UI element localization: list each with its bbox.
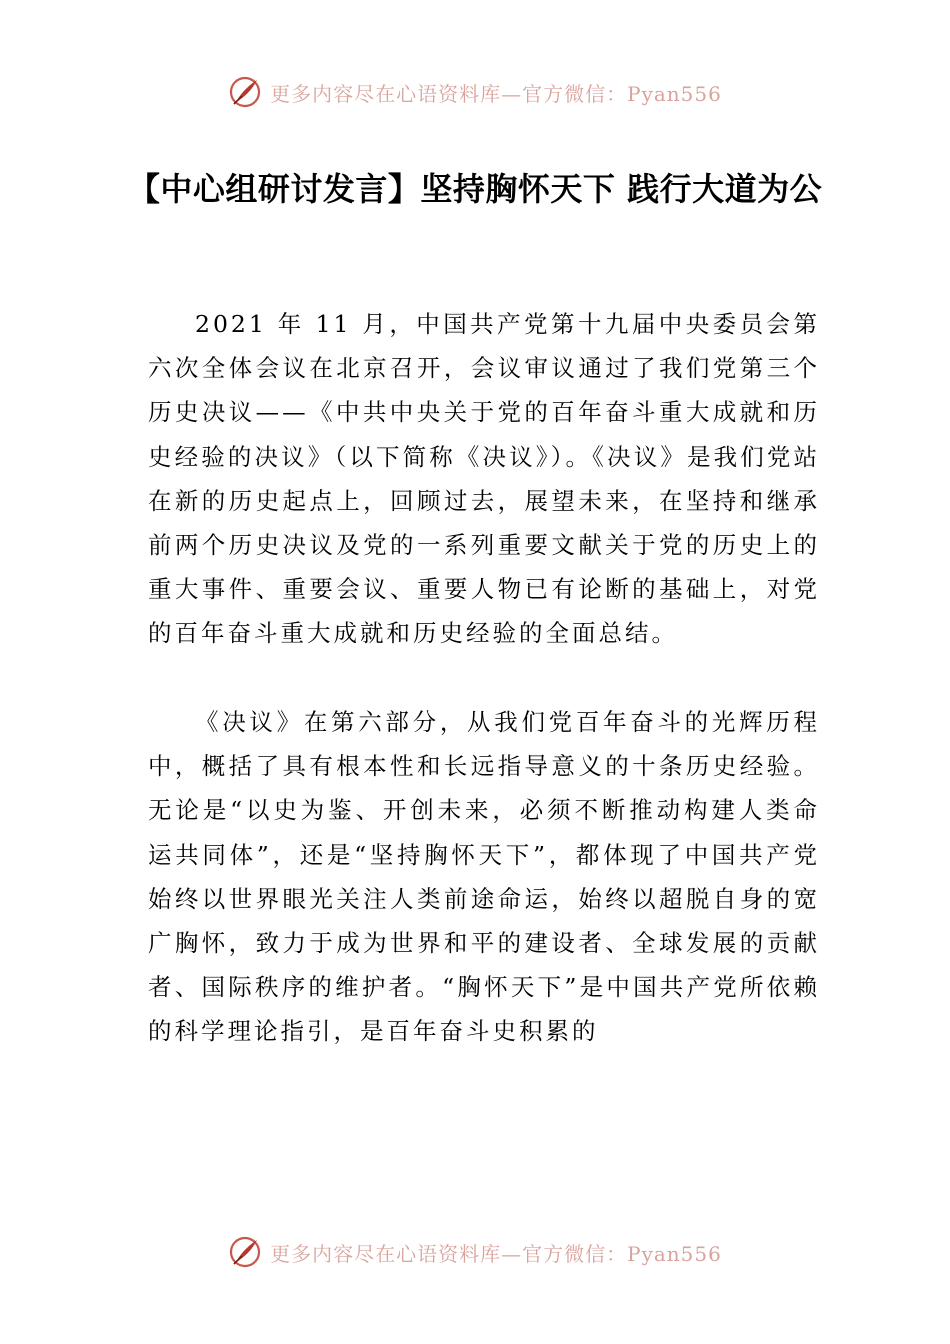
feather-quill-logo-icon: [228, 1235, 262, 1269]
document-title: 【中心组研讨发言】坚持胸怀天下 践行大道为公: [127, 170, 823, 208]
watermark-text: 更多内容尽在心语资料库—官方微信：Pyan556: [270, 1241, 722, 1266]
watermark-text: 更多内容尽在心语资料库—官方微信：Pyan556: [270, 81, 722, 106]
footer-watermark-banner: [0, 1232, 950, 1272]
header-watermark-banner: [0, 72, 950, 112]
body-paragraph-2: 《决议》在第六部分，从我们党百年奋斗的光辉历程中，概括了具有根本性和长远指导意义的十条历史经验。无论是“以史为鉴、开创未来，必须不断推动构建人类命运共同体”，还是“坚持胸怀天下”，都体现了中国共产党始终以世界眼光关注人类前途命运，始终以超脱自身的宽广胸怀，致力于成为世界和平的建设者、全球发展的贡献者、国际秩序的维护者。“胸怀天下”是中国共产党所依赖的科学理论指引，是百年奋斗史积累的: [148, 708, 820, 1046]
feather-quill-logo-icon: [228, 75, 262, 109]
body-paragraph-1: 2021 年 11 月，中国共产党第十九届中央委员会第六次全体会议在北京召开，会议审议通过了我们党第三个历史决议——《中共中央关于党的百年奋斗重大成就和历史经验的决议》（以下简称《决议》）。《决议》是我们党站在新的历史起点上，回顾过去，展望未来，在坚持和继承前两个历史决议及党的一系列重要文献关于党的历史上的重大事件、重要会议、重要人物已有论断的基础上，对党的百年奋斗重大成就和历史经验的全面总结。: [148, 310, 820, 648]
